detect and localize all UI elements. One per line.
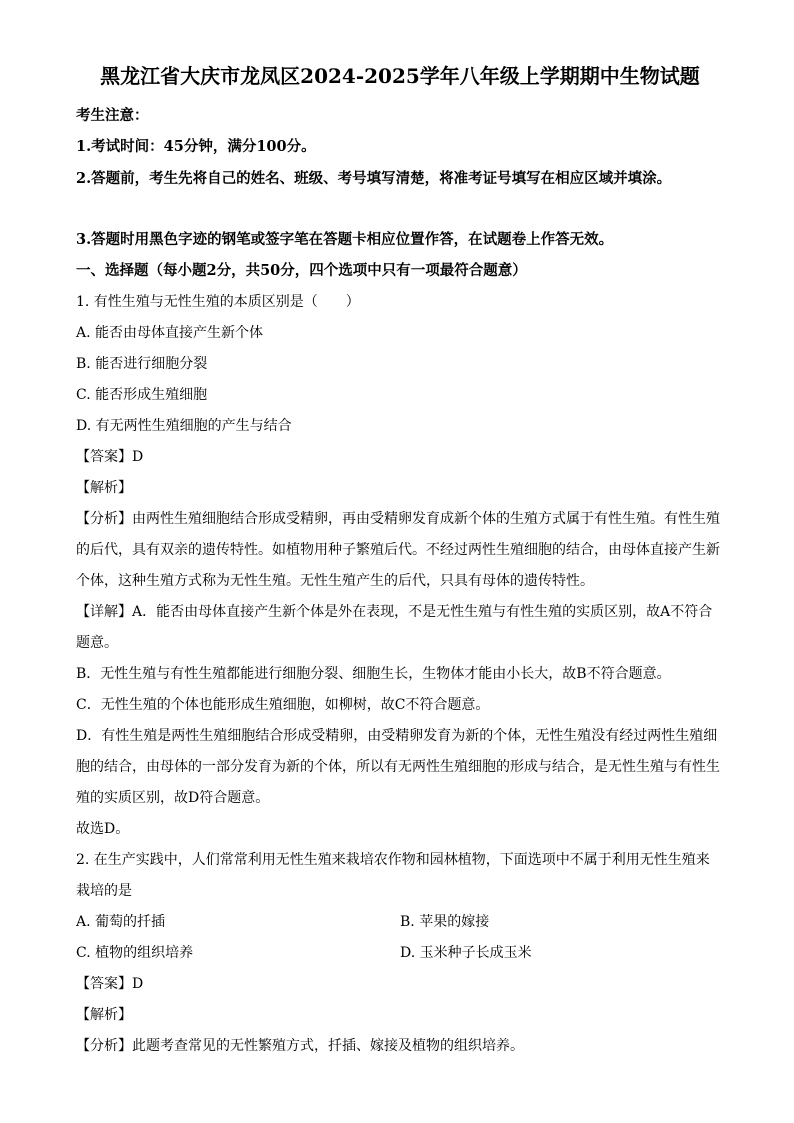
q2-option-d: D. 玉米种子长成玉米 — [400, 945, 532, 961]
q1-stem: 1. 有性生殖与无性生殖的本质区别是（ ） — [76, 294, 360, 310]
notice-item-3: 3.答题时用黑色字迹的钢笔或签字笔在答题卡相应位置作答，在试题卷上作答无效。 — [76, 231, 614, 248]
section-heading: 一、选择题（每小题2分，共50分，四个选项中只有一项最符合题意） — [76, 262, 527, 279]
q1-analysis-label: 【解析】 — [76, 480, 132, 496]
q1-detail-a: 【详解】A．能否由母体直接产生新个体是外在表现，不是无性生殖与有性生殖的实质区别，故A不符合题意。 — [76, 604, 713, 651]
q2-answer: 【答案】D — [76, 976, 144, 992]
q1-detail-d: D．有性生殖是两性生殖细胞结合形成受精卵，由受精卵发育为新的个体，无性生殖没有经过两性生殖细胞的结合，由母体的一部分发育为新的个体，所以有无两性生殖细胞的形成与结合，是无性生殖与有性生殖的实质区别，故D符合题意。 — [76, 728, 720, 806]
q1-option-a: A. 能否由母体直接产生新个体 — [76, 325, 264, 341]
q2-option-b: B. 苹果的嫁接 — [400, 914, 490, 930]
q2-stem: 2. 在生产实践中，人们常常利用无性生殖来栽培农作物和园林植物，下面选项中不属于利用无性生殖来栽培的是 — [76, 852, 710, 899]
q1-detail-c: C．无性生殖的个体也能形成生殖细胞，如柳树，故C不符合题意。 — [76, 697, 490, 713]
q1-answer: 【答案】D — [76, 449, 144, 465]
q1-conclusion: 故选D。 — [76, 821, 130, 837]
q2-option-c: C. 植物的组织培养 — [76, 945, 194, 961]
notice-item-2: 2.答题前，考生先将自己的姓名、班级、考号填写清楚，将准考证号填写在相应区域并填涂。 — [76, 170, 672, 187]
q1-option-b: B. 能否进行细胞分裂 — [76, 356, 208, 372]
q1-option-d: D. 有无两性生殖细胞的产生与结合 — [76, 418, 292, 434]
notice-heading: 考生注意： — [76, 107, 149, 124]
page-title: 黑龙江省大庆市龙凤区2024-2025学年八年级上学期期中生物试题 — [100, 64, 700, 88]
q2-option-a: A. 葡萄的扦插 — [76, 914, 166, 930]
q2-analysis: 【分析】此题考查常见的无性繁殖方式，扦插、嫁接及植物的组织培养。 — [76, 1038, 524, 1054]
q1-detail-b: B．无性生殖与有性生殖都能进行细胞分裂、细胞生长，生物体才能由小长大，故B不符合题意。 — [76, 666, 671, 682]
notice-item-1: 1.考试时间：45分钟，满分100分。 — [76, 138, 316, 155]
q1-analysis: 【分析】由两性生殖细胞结合形成受精卵，再由受精卵发育成新个体的生殖方式属于有性生殖。有性生殖的后代，具有双亲的遗传特性。如植物用种子繁殖后代。不经过两性生殖细胞的结合，由母体直接产生新个体，这种生殖方式称为无性生殖。无性生殖产生的后代，只具有母体的遗传特性。 — [76, 511, 720, 589]
q1-option-c: C. 能否形成生殖细胞 — [76, 387, 208, 403]
q2-analysis-label: 【解析】 — [76, 1007, 132, 1023]
